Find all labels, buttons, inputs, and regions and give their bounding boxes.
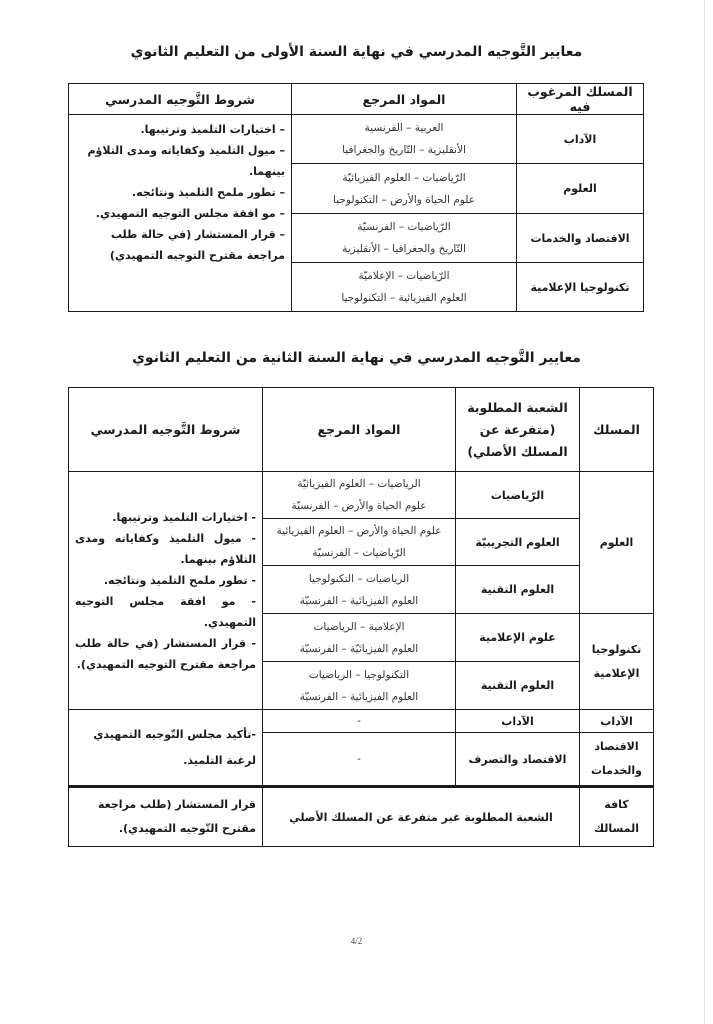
table2-header-subjects: المواد المرجع	[263, 388, 456, 472]
conditions-cell	[69, 472, 263, 710]
subjects-cell	[292, 115, 517, 164]
condition-item: - قرار المستشار (في حالة طلب مراجعة مقترح التوجيه التمهيدي).	[75, 636, 256, 671]
subjects-cell	[263, 614, 456, 662]
page-edge	[704, 0, 705, 1024]
track-cell: تكنولوجيا الإعلامية	[517, 263, 644, 312]
condition-item: - اختيارات التلميذ وترتيبها.	[112, 510, 256, 524]
condition-item: – مو افقة مجلس التوجيه التمهيدي.	[95, 207, 285, 220]
table1-header-subjects: المواد المرجع	[292, 84, 517, 115]
subject-line: التّاريخ والجغرافيا – الأنقليزية	[342, 243, 466, 255]
table2-header-branch: الشعبة المطلوبة (متفرعة عن المسلك الأصلي)	[456, 388, 580, 472]
condition-item: - مو افقة مجلس التوجيه التمهيدي.	[75, 594, 256, 629]
subjects-cell	[263, 662, 456, 710]
subject-line: الرّياضيات – الإعلاميّة	[358, 270, 450, 282]
subject-line: العربية – الفرنسية	[364, 122, 444, 134]
branch-cell: العلوم التقنية	[456, 662, 580, 710]
branch-cell: العلوم التجريبيّة	[456, 519, 580, 566]
conditions-cell	[69, 115, 292, 312]
table-row	[69, 710, 654, 733]
condition-item: – تطور ملمح التلميذ ونتائجه.	[131, 186, 285, 199]
branch-cell: الآداب	[456, 710, 580, 733]
subjects-cell: -	[263, 733, 456, 787]
table1-title: معايير التَّوجيه المدرسي في نهاية السنة الأولى من التعليم الثانوي	[130, 44, 583, 60]
subjects-cell	[292, 263, 517, 312]
branch-cell: الشعبة المطلوبة غير متفرعة عن المسلك الأصلي	[263, 787, 580, 847]
conditions-cell: -تأكيد مجلس التّوجيه التمهيدي لرغبة التلميذ.	[69, 710, 263, 787]
branch-cell: الاقتصاد والتصرف	[456, 733, 580, 787]
subject-line: العلوم الفيزيائية – الفرنسيّة	[299, 690, 419, 703]
track-cell: كافة المسالك	[580, 787, 654, 847]
table2-header-conditions: شروط التَّوجيه المدرسي	[69, 388, 263, 472]
conditions-cell: قرار المستشار (طلب مراجعة مقترح التّوجيه التمهيدي).	[69, 787, 263, 847]
table2	[68, 387, 654, 847]
condition-item: - ميول التلميذ وكفاياته ومدى التلاؤم بينهما.	[75, 531, 256, 566]
branch-cell: الرّياضيات	[456, 472, 580, 519]
track-cell: الآداب	[580, 710, 654, 733]
track-cell: العلوم	[580, 472, 654, 614]
table1-header-conditions: شروط التَّوجيه المدرسي	[69, 84, 292, 115]
subject-line: الرّياضيات – الفرنسيّة	[357, 221, 451, 233]
condition-item: – قرار المستشار (في حالة طلب مراجعة مقترح التوجيه التمهيدي)	[109, 228, 285, 262]
subject-line: علوم الحياة والأرض – التكنولوجيا	[333, 193, 475, 206]
subject-line: علوم الحياة والأرض – الفرنسيّة	[291, 500, 427, 512]
subject-line: الرّياضيات – الفرنسيّة	[312, 547, 406, 559]
table-row	[69, 787, 654, 847]
subject-line: العلوم الفيزيائيّة – الفرنسيّة	[299, 642, 419, 655]
table1	[68, 83, 644, 312]
subject-line: الرياضيات – التكنولوجيا	[308, 572, 410, 585]
track-cell: الآداب	[517, 115, 644, 164]
table-row	[69, 472, 654, 519]
table-row	[69, 115, 644, 164]
subject-line: علوم الحياة والأرض – العلوم الفيزيائية	[276, 525, 442, 537]
subjects-cell	[263, 472, 456, 519]
subject-line: الأنقليزية – التّاريخ والجغرافيا	[342, 144, 466, 156]
page-number: 4/2	[350, 936, 363, 946]
subject-line: الرّياضيات – العلوم الفيزيائيّة	[342, 171, 466, 184]
condition-item: – ميول التلميذ وكفاياته ومدى التلاؤم بينهما.	[87, 144, 285, 178]
subjects-cell	[263, 566, 456, 614]
subject-line: العلوم الفيزيائية – التكنولوجيا	[341, 292, 467, 304]
subject-line: الرياضيات – العلوم الفيزيائيّة	[297, 478, 421, 490]
condition-item: – اختيارات التلميذ وترتيبها.	[140, 123, 285, 136]
condition-item: - تطور ملمح التلميذ ونتائجه.	[103, 573, 256, 587]
track-cell: الاقتصاد والخدمات	[580, 733, 654, 787]
track-cell: تكنولوجيا الإعلامية	[580, 614, 654, 710]
subjects-cell	[292, 164, 517, 214]
table2-header-track: المسلك	[580, 388, 654, 472]
branch-cell: علوم الإعلامية	[456, 614, 580, 662]
subject-line: التكنولوجيا – الرياضيات	[308, 668, 410, 681]
track-cell: العلوم	[517, 164, 644, 214]
subject-line: الإعلامية – الرياضيات	[313, 620, 405, 633]
subjects-cell: -	[263, 710, 456, 733]
table1-header-track: المسلك المرغوب فيه	[517, 84, 644, 115]
subject-line: العلوم الفيزيائية – الفرنسيّة	[299, 594, 419, 607]
track-cell: الاقتصاد والخدمات	[517, 214, 644, 263]
subjects-cell	[263, 519, 456, 566]
subjects-cell	[292, 214, 517, 263]
branch-cell: العلوم التقنية	[456, 566, 580, 614]
table2-title: معايير التَّوجيه المدرسي في نهاية السنة الثانية من التعليم الثانوي	[132, 350, 581, 366]
